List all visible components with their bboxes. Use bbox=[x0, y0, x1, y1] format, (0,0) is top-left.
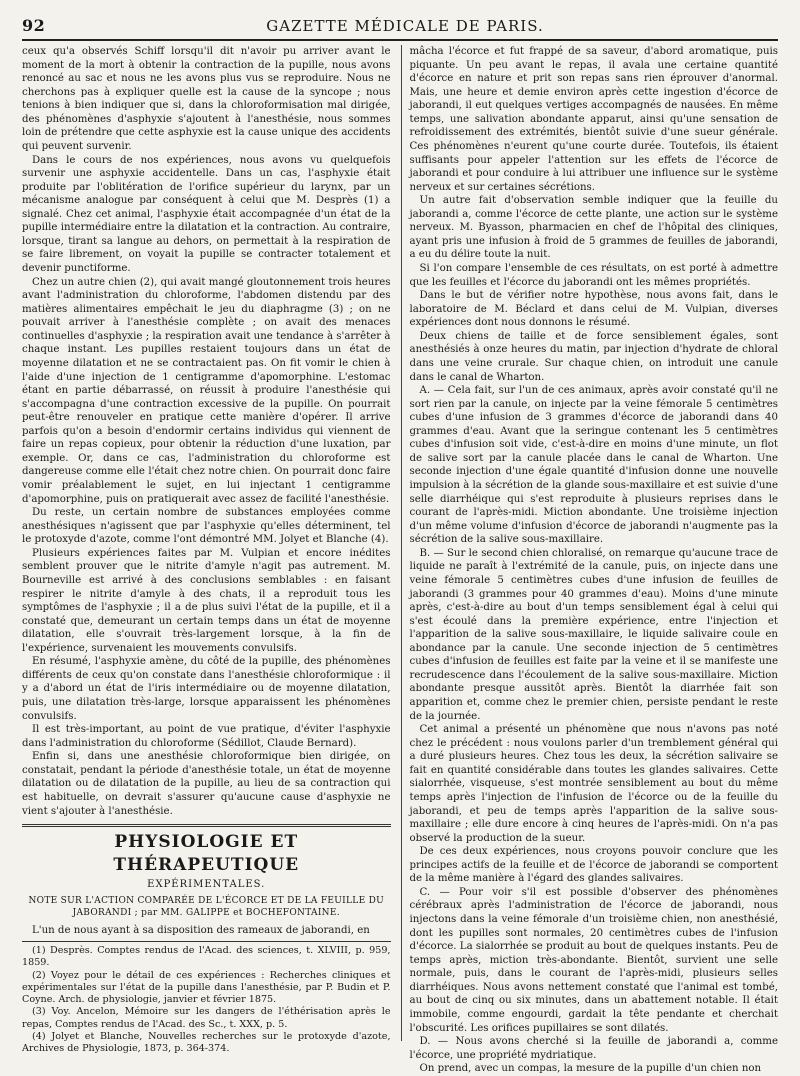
section-title: PHYSIOLOGIE ET THÉRAPEUTIQUE bbox=[113, 832, 300, 875]
paragraph: Dans le cours de nos expériences, nous avons vu quelquefois survenir une asphyxie accidentelle. Dans un cas, l'asphyxie était produite par l'oblitération de l'orifice supérieur du larynx, par un mécanisme analogue par conséquent à celui que M. Desprès (1) a signalé. Chez cet animal, l'asphyxie était accompagnée d'un état de la pupille intermédiaire entre la dilatation et la contraction. Au contraire, lorsque, tirant sa langue au dehors, on permettait à la respiration de se faire librement, on voyait la pupille se contracter totalement et devenir punctiforme. bbox=[22, 154, 391, 274]
paragraph: C. — Pour voir s'il est possible d'observer des phénomènes cérébraux après l'administration de l'écorce de jaborandi, nous injectons dans la veine fémorale d'un troisième chien, non anesthésié, dont les pupilles sont normales, 20 centimètres cubes de l'infusion d'écorce. La sialorrhée se produit au bout de quelques instants. Peu de temps après, miction très-abondante. Bientôt, survient une selle normale, puis, dans le courant de l'après-midi, plusieurs selles diarrhéiques. Nous avons nettement constaté que l'animal est tombé, au bout de cinq ou six minutes, dans un abattement notable. Il était immobile, comme engourdi, gardait la tête pendante et cherchait l'obscurité. Les orifices pupillaires se sont dilatés. bbox=[409, 886, 778, 1034]
section-divider bbox=[22, 824, 391, 827]
journal-title: GAZETTE MÉDICALE DE PARIS. bbox=[266, 17, 544, 35]
paragraph: B. — Sur le second chien chloralisé, on remarque qu'aucune trace de liquide ne paraît à l'extrémité de la canule, puis, on injecte dans une veine fémorale 5 centimètres cubes d'une infusion de feuilles de jaborandi (3 grammes pour 40 grammes d'eau). Moins d'une minute après, c'est-à-dire au bout d'un temps sensiblement égal à celui qui s'est écoulé dans la première expérience, entre l'injection et l'apparition de la salive sous-maxillaire, le liquide salivaire coule en abondance par la canule. Une seconde injection de 5 centimètres cubes d'infusion de feuilles est faite par la veine et il se manifeste une recrudescence dans l'écoulement de la salive sous-maxillaire. Miction abondante presque aussitôt après. Bientôt la diarrhée fait son apparition et, comme chez le premier chien, persiste pendant le reste de la journée. bbox=[409, 547, 778, 722]
paragraph: A. — Cela fait, sur l'un de ces animaux, après avoir constaté qu'il ne sort rien par la canule, on injecte par la veine fémorale 5 centimètres cubes d'une infusion de 3 grammes d'écorce de jaborandi dans 40 grammes d'eau. Avant que la seringue contenant les 5 centimètres cubes d'infusion soit vide, c'est-à-dire en moins d'une minute, un flot de salive sort par la canule placée dans le canal de Wharton. Une seconde injection d'une égale quantité d'infusion donne une nouvelle impulsion à la sécrétion de la glande sous-maxillaire et est suivie d'une selle diarrhéique qui s'est reproduite à plusieurs reprises dans le courant de l'après-midi. Miction abondante. Une troisième injection d'un même volume d'infusion d'écorce de jaborandi n'augmente pas la sécrétion de la salive sous-maxillaire. bbox=[409, 385, 778, 546]
footnote: (2) Voyez pour le détail de ces expériences : Recherches cliniques et expérimentales sur l'état de la pupille dans l'anesthésie, par P. Budin et P. Coyne. Arch. de physiologie, janvier et février 1875. bbox=[22, 969, 391, 1006]
header-rule bbox=[22, 39, 778, 41]
footnote: (4) Jolyet et Blanche, Nouvelles recherches sur le protoxyde d'azote, Archives de Physiologie, 1873, p. 364-374. bbox=[22, 1030, 391, 1055]
left-column bbox=[22, 45, 391, 1055]
page-header bbox=[22, 16, 778, 35]
paragraph: Deux chiens de taille et de force sensiblement égales, sont anesthésiés à onze heures du matin, par injection d'hydrate de chloral dans une veine crurale. Sur chaque chien, on introduit une canule dans le canal de Wharton. bbox=[409, 330, 778, 383]
paragraph: On prend, avec un compas, la mesure de la pupille d'un chien non bbox=[419, 1063, 762, 1075]
footnote: (3) Voy. Ancelon, Mémoire sur les dangers de l'éthérisation après le repas, Comptes rendus de l'Acad. des Sc., t. XXX, p. 5. bbox=[22, 1006, 391, 1030]
paragraph: mâcha l'écorce et fut frappé de sa saveur, d'abord aromatique, puis piquante. Un peu avant le repas, il avala une certaine quantité d'écorce en nature et prit son repas sans rien éprouver d'anormal. Mais, une heure et demie environ après cette ingestion d'écorce de jaborandi, il eut quelques vertiges accompagnés de nausées. En même temps, une salivation abondante apparut, ainsi qu'une sensation de refroidissement des extrémités, bientôt suivie d'une sueur générale. Ces phénomènes n'eurent qu'une courte durée. Toutefois, ils étaient suffisants pour appeler l'attention sur les effets de l'écorce de jaborandi et pour conduire à lui attribuer une influence sur le système nerveux et sur certaines sécrétions. bbox=[409, 46, 778, 193]
paragraph: Si l'on compare l'ensemble de ces résultats, on est porté à admettre que les feuilles et l'écorce du jaborandi ont les mêmes propriétés. bbox=[409, 263, 778, 288]
paragraph: Dans le but de vérifier notre hypothèse, nous avons fait, dans le laboratoire de M. Béclard et dans celui de M. Vulpian, diverses expériences dont nous donnons le résumé. bbox=[409, 290, 778, 329]
paragraph: D. — Nous avons cherché si la feuille de jaborandi a, comme l'écorce, une propriété mydriatique. bbox=[409, 1036, 778, 1061]
footnote-rule bbox=[22, 941, 391, 942]
note-heading: NOTE SUR L'ACTION COMPARÉE DE L'ÉCORCE ET DE LA FEUILLE DU JABORANDI ; par MM. GALIPPE et BOCHEFONTAINE. bbox=[28, 895, 385, 918]
text-columns bbox=[22, 45, 778, 1075]
paragraph: Enfin si, dans une anesthésie chloroformique bien dirigée, on constatait, pendant la période d'anesthésie totale, un état de moyenne dilatation ou de dilatation de la pupille, au lieu de sa contraction qui est habituelle, on devrait s'assurer qu'aucune cause d'asphyxie ne vient s'ajouter à l'anesthésie. bbox=[22, 751, 391, 817]
paragraph: Du reste, un certain nombre de substances employées comme anesthésiques n'agissent que par l'asphyxie qu'elles déterminent, tel le protoxyde d'azote, comme l'ont démontré MM. Jolyet et Blanche (4). bbox=[22, 507, 391, 546]
paragraph: ceux qu'a observés Schiff lorsqu'il dit n'avoir pu arriver avant le moment de la mort à obtenir la contraction de la pupille, nous avons renoncé au sac et nous ne les avons plus vus se reproduire. Nous ne cherchons pas à expliquer quelle est la cause de la syncope ; nous tenions à bien indiquer que si, dans la chloroformisation mal dirigée, des phénomènes d'asphyxie s'ajoutent à l'anesthésie, nous sommes loin de prétendre que cette asphyxie est la cause unique des accidents qui peuvent survenir. bbox=[22, 46, 391, 152]
page-number: 92 bbox=[22, 16, 46, 35]
paragraph: Plusieurs expériences faites par M. Vulpian et encore inédites semblent prouver que le nitrite d'amyle n'agit pas autrement. M. Bourneville est arrivé à des conclusions semblables : en faisant respirer le nitrite d'amyle à des chats, il a reproduit tous les symptômes de l'asphyxie ; il a de plus suivi l'état de la pupille, et il a constaté que, demeurant un certain temps dans un état de moyenne dilatation, elle s'ouvrait très-largement lorsque, à la fin de l'expérience, survenaient les mouvements convulsifs. bbox=[22, 547, 391, 654]
paragraph: Cet animal a présenté un phénomène que nous n'avons pas noté chez le précédent : nous voulons parler d'un tremblement général qui a duré plusieurs heures. Chez tous les deux, la sécrétion salivaire se fait en quantité considérable dans toutes les glandes salivaires. Cette sialorrhée, visqueuse, s'est montrée sensiblement au bout du même temps après l'injection de l'infusion de l'écorce ou de la feuille du jaborandi, et peu de temps après l'apparition de la salive sous-maxillaire ; elle dure encore à cinq heures de l'après-midi. On n'a pas observé la production de la sueur. bbox=[409, 724, 778, 844]
note-intro: L'un de nous ayant à sa disposition des rameaux de jaborandi, en bbox=[32, 924, 370, 936]
paragraph: Un autre fait d'observation semble indiquer que la feuille du jaborandi a, comme l'écorce de cette plante, une action sur le système nerveux. M. Byasson, pharmacien en chef de l'hôpital des cliniques, ayant pris une infusion à froid de 5 grammes de feuilles de jaborandi, a eu du délire toute la nuit. bbox=[409, 195, 778, 261]
paragraph: De ces deux expériences, nous croyons pouvoir conclure que les principes actifs de la feuille et de l'écorce de jaborandi se comportent de la même manière à l'égard des glandes salivaires. bbox=[409, 846, 778, 885]
section-subtitle: EXPÉRIMENTALES. bbox=[147, 879, 266, 891]
paragraph: Il est très-important, au point de vue pratique, d'éviter l'asphyxie dans l'administration du chloroforme (Sédillot, Claude Bernard). bbox=[22, 724, 391, 749]
paragraph: En résumé, l'asphyxie amène, du côté de la pupille, des phénomènes différents de ceux qu'on constate dans l'anesthésie chloroformique : il y a d'abord un état de l'iris intermédiaire ou de moyenne dilatation, puis, une dilatation très-large, lorsque apparaissent les phénomènes convulsifs. bbox=[22, 656, 391, 722]
paragraph: Chez un autre chien (2), qui avait mangé gloutonnement trois heures avant l'administration du chloroforme, l'abdomen distendu par des matières alimentaires empêchait le jeu du diaphragme (3) ; on ne pouvait arriver à l'anesthésie complète ; on avait des menaces continuelles d'asphyxie ; la respiration avait une tendance à s'arrêter à chaque instant. Les pupilles restaient toujours dans un état de moyenne dilatation et ne se contractaient pas. On fit vomir le chien à l'aide d'une injection de 1 centigramme d'apomorphine. L'estomac étant en partie débarrassé, on réussit à produire l'anesthésie qui s'accompagna d'une contraction excessive de la pupille. On pourrait peut-être renouveler en pratique cette manière d'opérer. Il arrive parfois qu'on a besoin d'endormir certains individus qui viennent de faire un repas copieux, pour obtenir la réduction d'une luxation, par exemple. Or, dans ce cas, l'administration du chloroforme est dangereuse comme elle l'était chez notre chien. On pourrait donc faire vomir préalablement le sujet, en lui injectant 1 centigramme d'apomorphine, puis on pratiquerait avec assez de facilité l'anesthésie. bbox=[22, 276, 391, 505]
footnote: (1) Desprès. Comptes rendus de l'Acad. des sciences, t. XLVIII, p. 959, 1859. bbox=[22, 945, 391, 969]
right-column bbox=[401, 45, 779, 1075]
